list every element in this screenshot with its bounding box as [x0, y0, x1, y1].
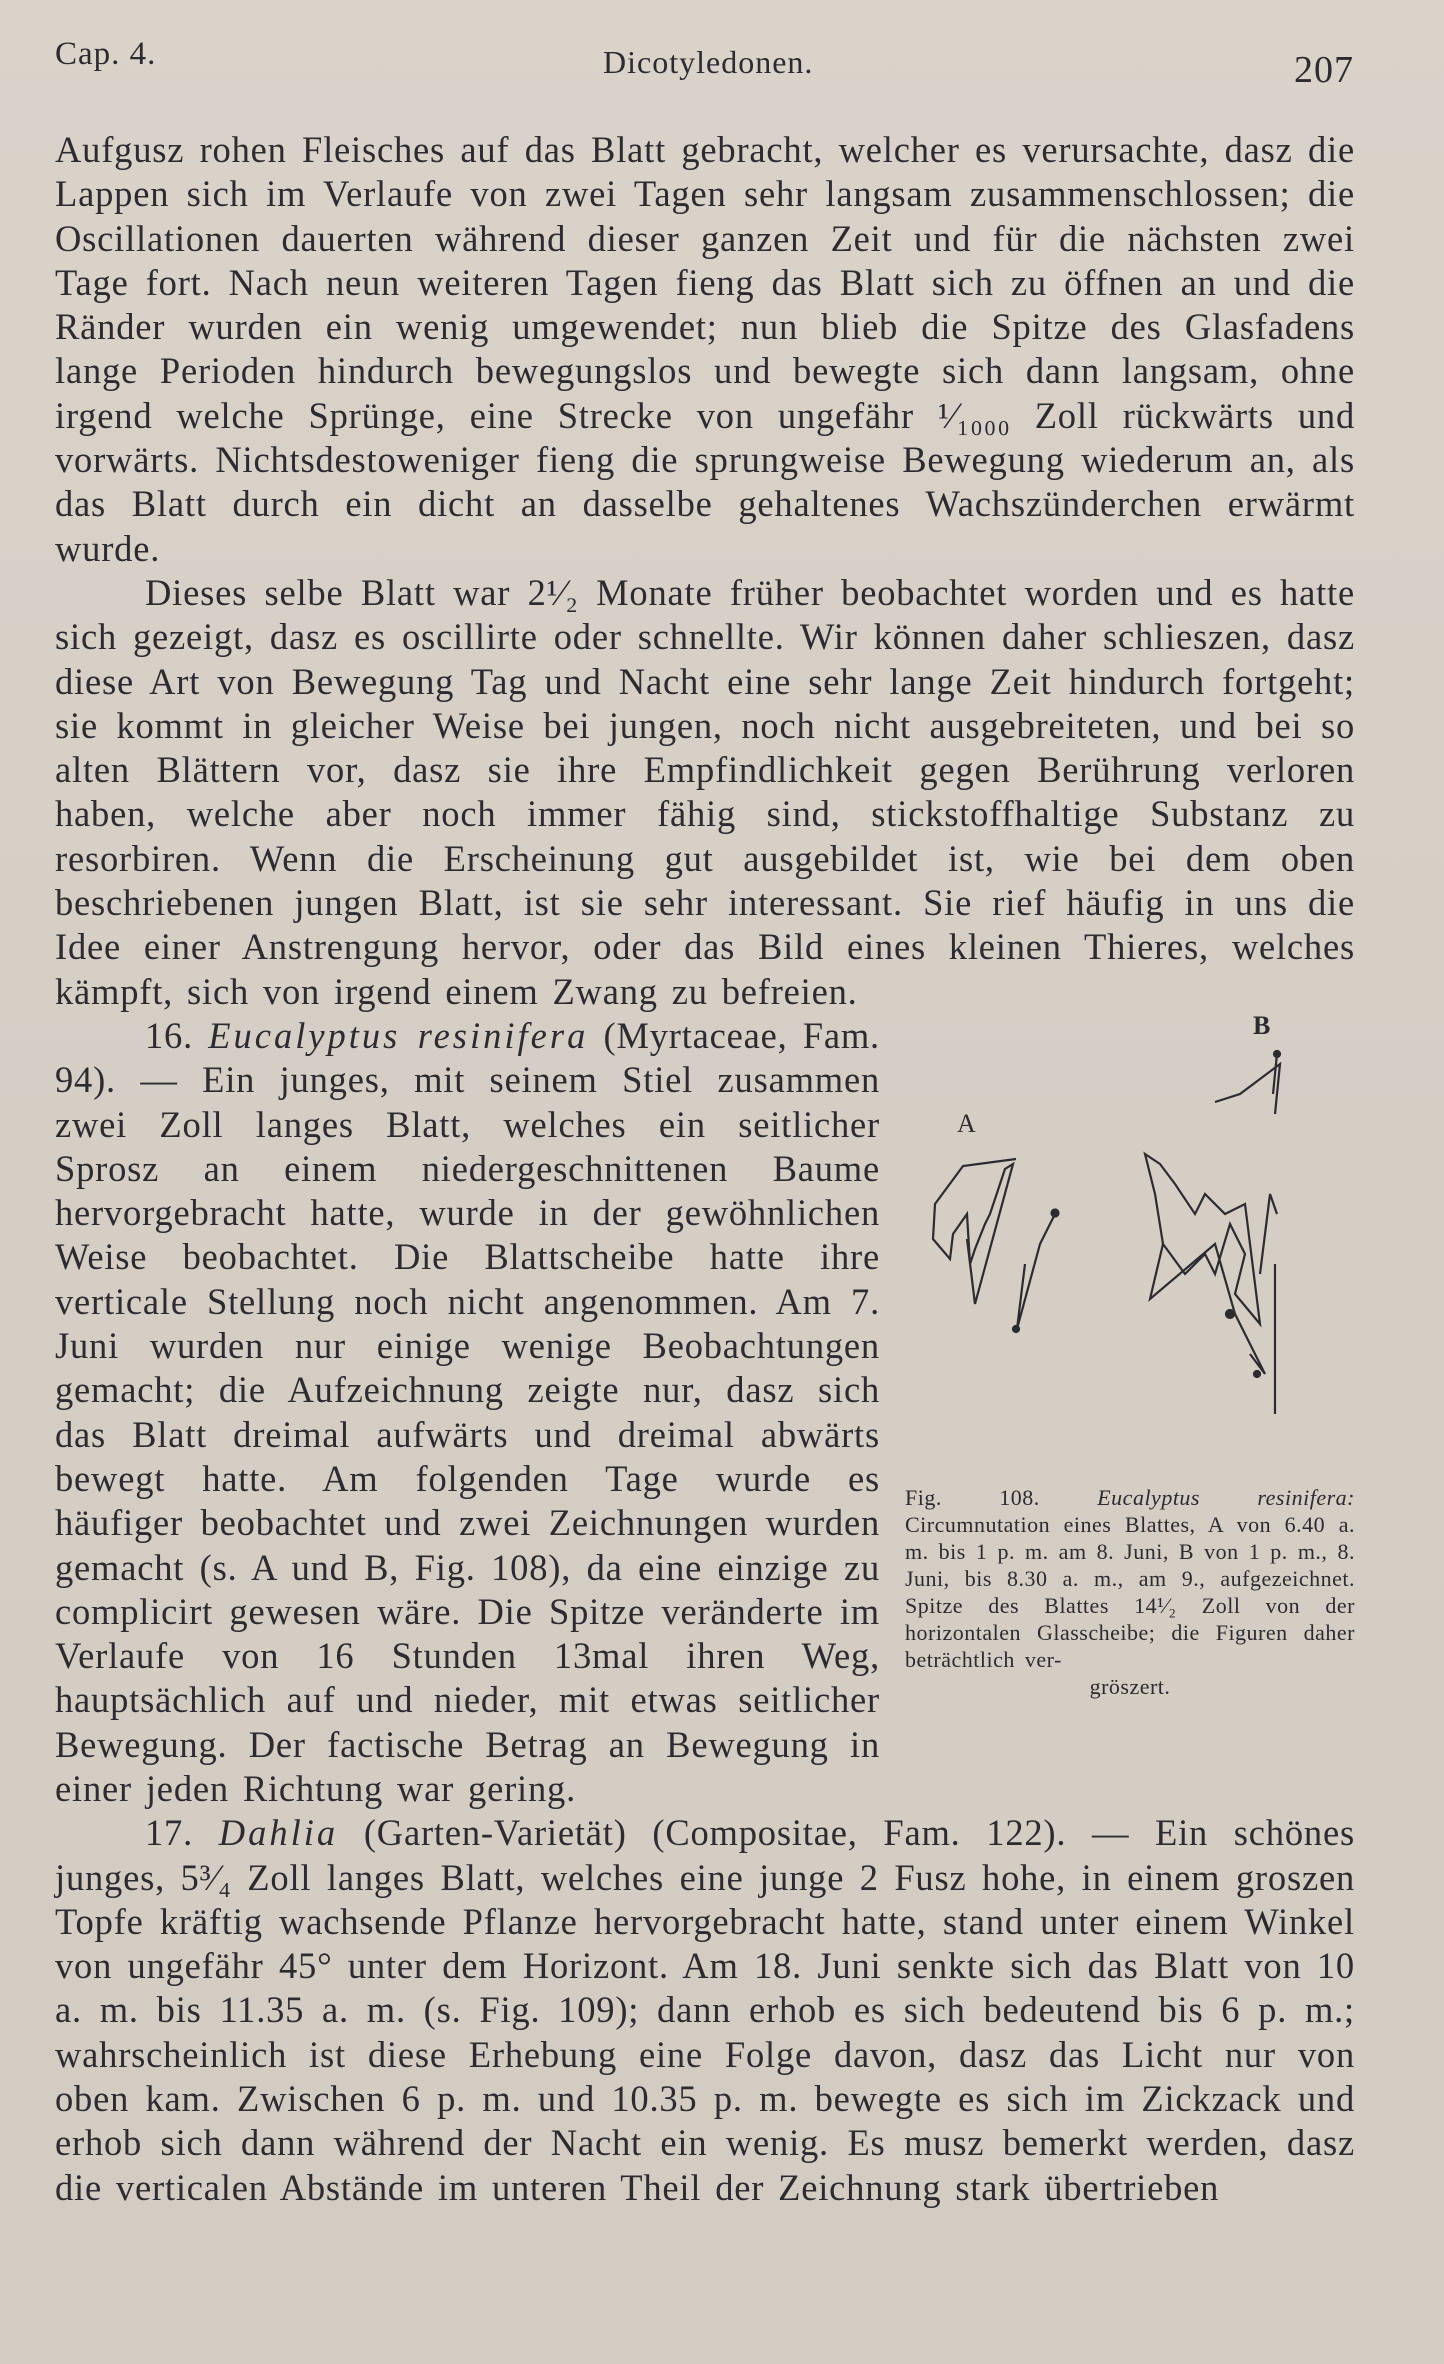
- figure-caption: [905, 1484, 1355, 1700]
- caption-text: Circumnutation eines Blattes, A von 6.40 a. m. bis 1 p. m. am 8. Juni, B von 1 p. m., 8. Juni, bis 8.30 a. m., am 9., aufgezeichnet. Spitze des Blattes 14¹⁄₂ Zoll von der horizontalen Glasscheibe; die Figuren daher beträchtlich ver-: [905, 1511, 1355, 1672]
- trace-a: [933, 1159, 1059, 1332]
- entry-number: 16.: [145, 1014, 194, 1056]
- species-name: Dahlia: [218, 1812, 339, 1854]
- paragraph-dahlia: [55, 1811, 1355, 2210]
- paragraph-observation: Dieses selbe Blatt war 2¹⁄₂ Monate früher beobachtet worden und es hatte sich gezeigt, dasz es oscillirte oder schnellte. Wir können daher schlieszen, dasz diese Art von Bewegung Tag und Nacht eine sehr lange Zeit hindurch fortgeht; sie kommt in gleicher Weise bei jungen, noch nicht ausgebreiteten, und bei so alten Blättern vor, dasz sie ihre Empfindlichkeit gegen Berührung verloren haben, welche aber noch immer fähig sind, stickstoffhaltige Substanz zu resorbiren. Wenn die Erscheinung gut ausgebildet ist, wie bei dem oben beschriebenen jungen Blatt, ist sie sehr interessant. Sie rief häufig in uns die Idee einer Anstrengung hervor, oder das Bild eines kleinen Thieres, welches kämpft, sich von irgend einem Zwang zu befreien.: [55, 571, 1355, 1012]
- figure-label-b: B: [1253, 1013, 1272, 1040]
- running-header: [55, 36, 1354, 96]
- entry-text: (Myrtaceae, Fam. 94). — Ein junges, mit seinem Stiel zusammen zwei Zoll langes Blatt, welches ein seitlicher Sprosz an einem niedergeschnittenen Baume hervorgebracht hatte, wurde in der gewöhnlichen Weise beobachtet. Die Blattscheibe hatte ihre verticale Stellung noch nicht angenommen. Am 7. Juni wurden nur einige wenige Beobachtungen gemacht; die Aufzeichnung zeigte nur, dasz sich das Blatt dreimal aufwärts und dreimal abwärts bewegt hatte. Am folgenden Tage wurde es häufiger beobachtet und zwei Zeichnungen wurden gemacht (s. A und B, Fig. 108), da eine einzige zu complicirt gewesen wäre. Die Spitze veränderte im Verlaufe von 16 Stunden 13mal ihren Weg, hauptsächlich auf und nieder, mit etwas seitlicher Bewegung. Der factische Betrag an Bewegung in einer jeden Richtung war gering.: [55, 1014, 880, 1809]
- figure-108: [905, 1014, 1355, 1734]
- paragraph-continued: Aufgusz rohen Fleisches auf das Blatt gebracht, welcher es verursachte, dasz die Lappen sich im Verlaufe von zwei Tagen sehr langsam zusammenschlossen; die Oscillationen dauerten während dieser ganzen Zeit und für die nächsten zwei Tage fort. Nach neun weiteren Tagen fieng das Blatt sich zu öffnen an und die Ränder wurden ein wenig umgewendet; nun blieb die Spitze des Glasfadens lange Perioden hindurch bewegungslos und bewegte sich dann langsam, ohne irgend welche Sprünge, eine Strecke von ungefähr ¹⁄₁₀₀₀ Zoll rückwärts und vorwärts. Nichtsdestoweniger fieng die sprungweise Bewegung wiederum an, als das Blatt durch ein dicht an dasselbe gehaltenes Wachszünderchen erwärmt wurde.: [55, 129, 1355, 569]
- species-name: Eucalyptus resinifera: [208, 1014, 589, 1056]
- caption-last-line: gröszert.: [1089, 1673, 1171, 1699]
- caption-species: Eucalyptus resinifera:: [1097, 1484, 1355, 1510]
- figure-label-a: A: [957, 1108, 977, 1138]
- page-body: [55, 128, 1355, 2210]
- circumnutation-diagram: [905, 1014, 1355, 1474]
- page-number: 207: [1294, 49, 1354, 91]
- section-title: Dicotyledonen.: [603, 44, 814, 80]
- caption-prefix: Fig. 108.: [905, 1484, 1040, 1510]
- trace-b: [1145, 1051, 1280, 1414]
- entry-number: 17.: [145, 1812, 194, 1854]
- chapter-label: Cap. 4.: [55, 36, 157, 72]
- entry-text: (Garten-Varietät) (Compositae, Fam. 122). — Ein schönes junges, 5³⁄₄ Zoll langes Blatt, welches eine junge 2 Fusz hohe, in einem groszen Topfe kräftig wachsende Pflanze hervorgebracht hatte, stand unter einem Winkel von ungefähr 45° unter dem Horizont. Am 18. Juni senkte sich das Blatt von 10 a. m. bis 11.35 a. m. (s. Fig. 109); dann erhob es sich bedeutend bis 6 p. m.; wahrscheinlich ist diese Erhebung eine Folge davon, dasz das Licht nur von oben kam. Zwischen 6 p. m. und 10.35 p. m. bewegte es sich im Zickzack und erhob sich dann während der Nacht ein wenig. Es musz bemerkt werden, dasz die verticalen Abstände im unteren Theil der Zeichnung stark übertrieben: [55, 1812, 1355, 2208]
